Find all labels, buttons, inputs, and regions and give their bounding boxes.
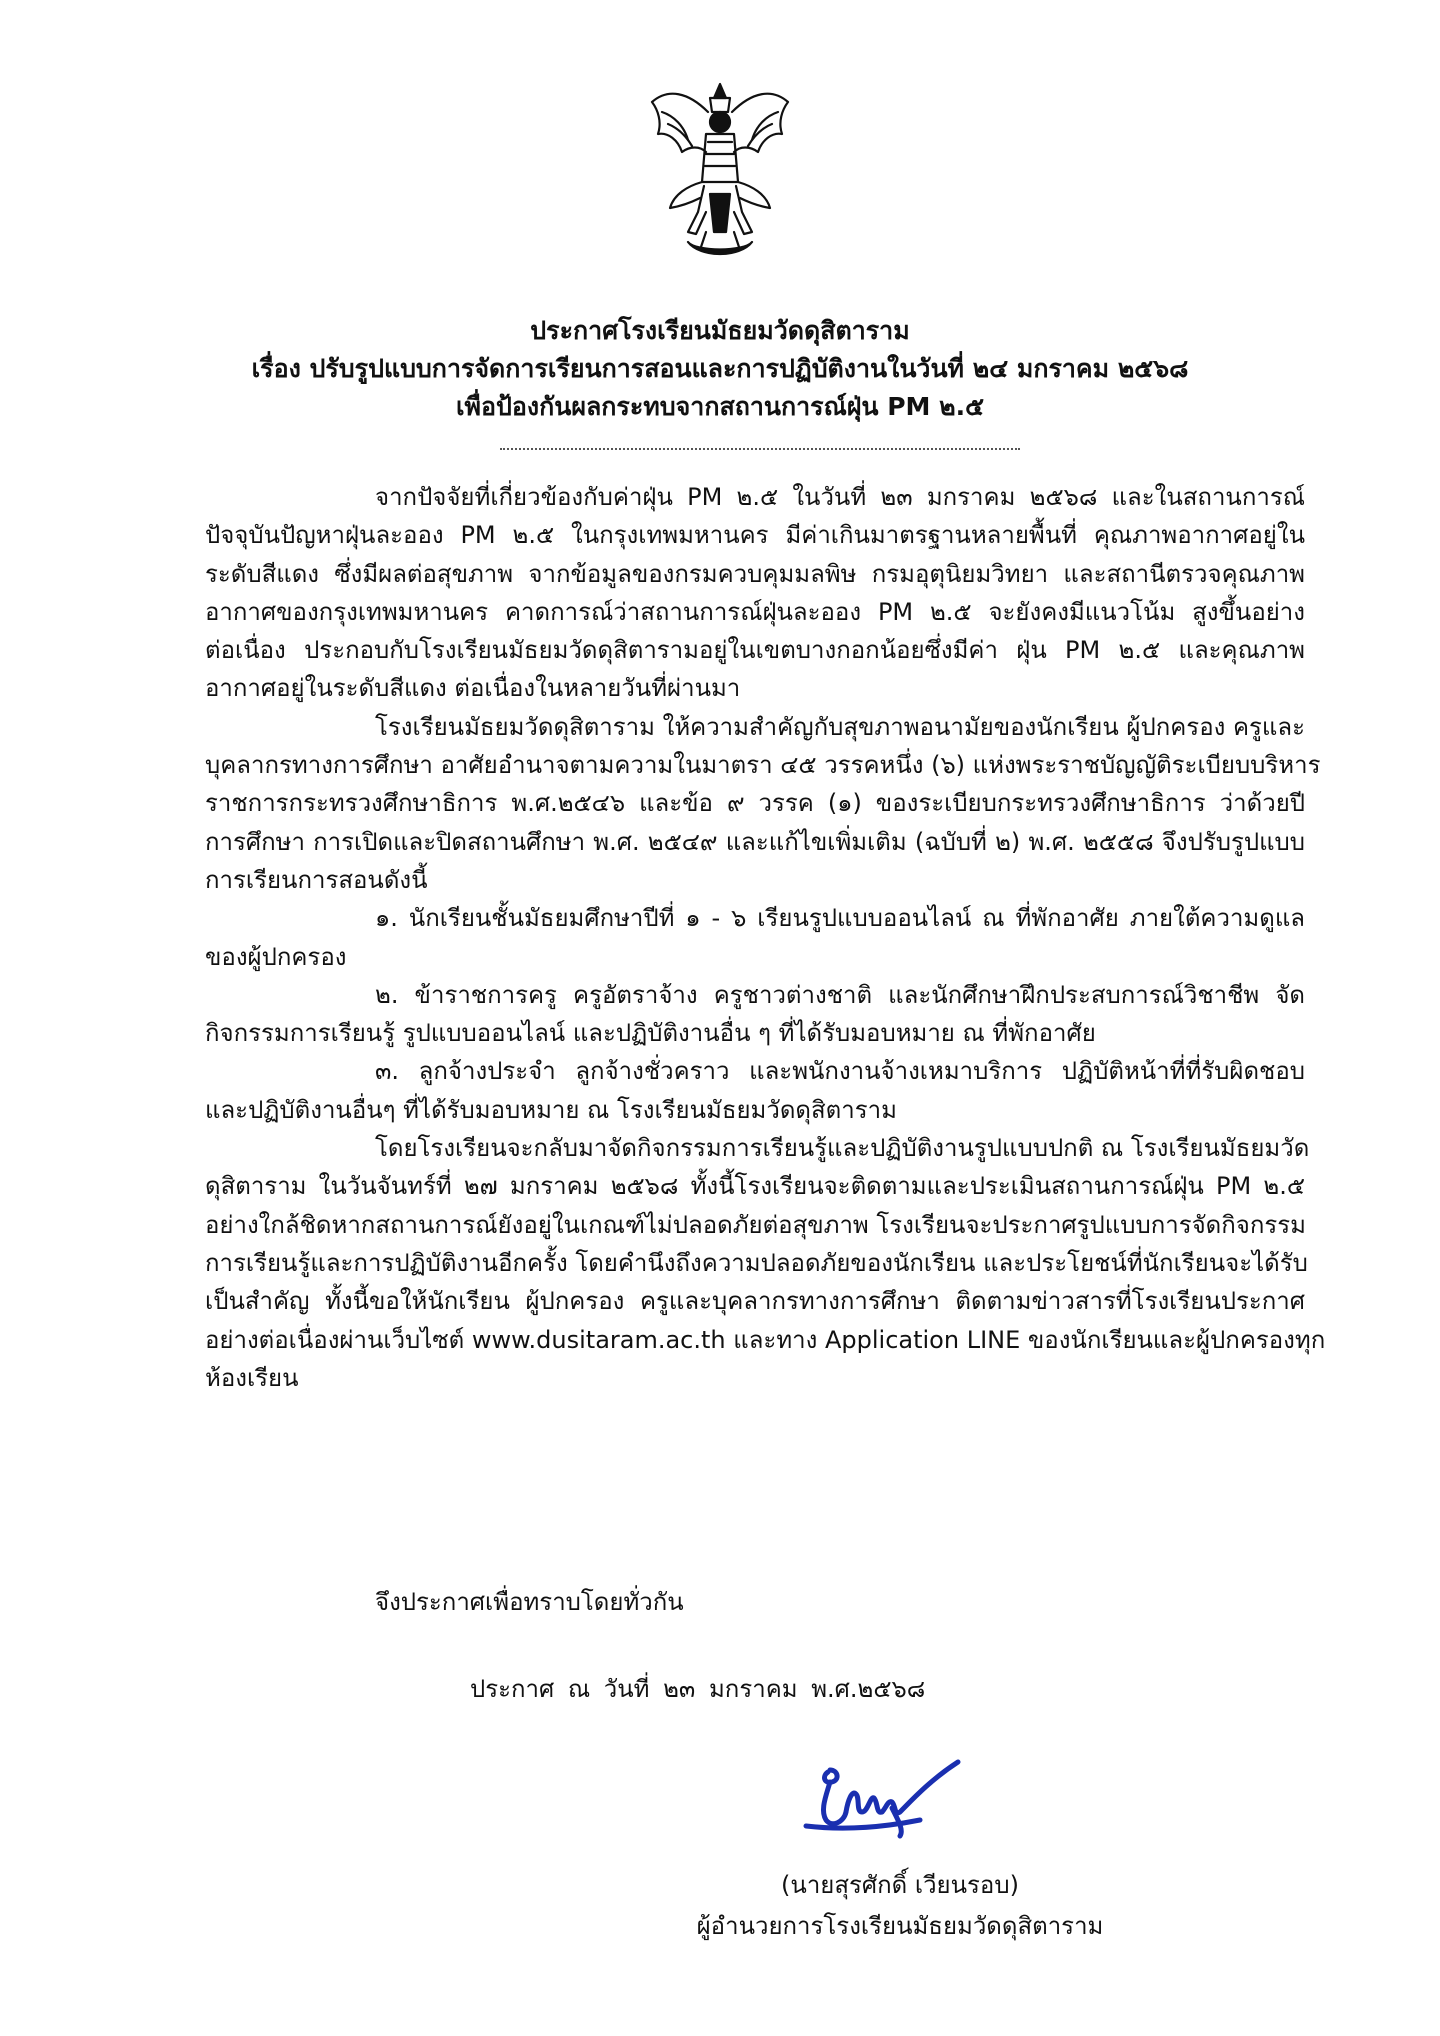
paragraph-item-3 bbox=[205, 1052, 1305, 1129]
body-line: อากาศอยู่ในระดับสีแดง ต่อเนื่องในหลายวันที่ผ่านมา bbox=[205, 674, 741, 703]
body-line: โรงเรียนมัธยมวัดดุสิตาราม ให้ความสำคัญกับสุขภาพอนามัยของนักเรียน ผู้ปกครอง ครูและ bbox=[375, 712, 1305, 741]
body-line: อากาศของกรุงเทพมหานคร คาดการณ์ว่าสถานการณ์ฝุ่นละออง PM ๒.๕ จะยังคงมีแนวโน้ม สูงขึ้นอย่าง bbox=[205, 597, 1305, 626]
body-line: ๑. นักเรียนชั้นมัธยมศึกษาปีที่ ๑ - ๖ เรียนรูปแบบออนไลน์ ณ ที่พักอาศัย ภายใต้ความดูแล bbox=[375, 904, 1305, 933]
body-line: ของผู้ปกครอง bbox=[205, 942, 347, 971]
body-line: กิจกรรมการเรียนรู้ รูปแบบออนไลน์ และปฏิบัติงานอื่น ๆ ที่ได้รับมอบหมาย ณ ที่พักอาศัย bbox=[205, 1019, 1096, 1048]
body-line: การเรียนรู้และการปฏิบัติงานอีกครั้ง โดยคำนึงถึงความปลอดภัยของนักเรียน และประโยชน์ที่นักเรียนจะได้รับ bbox=[205, 1248, 1308, 1277]
body-line: จากปัจจัยที่เกี่ยวข้องกับค่าฝุ่น PM ๒.๕ ในวันที่ ๒๓ มกราคม ๒๕๖๘ และในสถานการณ์ bbox=[375, 483, 1305, 511]
body-line: ปัจจุบันปัญหาฝุ่นละออง PM ๒.๕ ในกรุงเทพมหานคร มีค่าเกินมาตรฐานหลายพื้นที่ คุณภาพอากาศอยู่ใน bbox=[205, 521, 1305, 550]
body-line: เป็นสำคัญ ทั้งนี้ขอให้นักเรียน ผู้ปกครอง ครูและบุคลากรทางการศึกษา ติดตามข่าวสารที่โรงเรียนประกาศ bbox=[205, 1287, 1305, 1316]
body-line: ราชการกระทรวงศึกษาธิการ พ.ศ.๒๕๔๖ และข้อ ๙ วรรค (๑) ของระเบียบกระทรวงศึกษาธิการ ว่าด้วยปี bbox=[205, 789, 1305, 818]
body-line: ห้องเรียน bbox=[205, 1363, 299, 1392]
body-line: และปฏิบัติงานอื่นๆ ที่ได้รับมอบหมาย ณ โรงเรียนมัธยมวัดดุสิตาราม bbox=[205, 1095, 897, 1124]
body-line: ดุสิตาราม ในวันจันทร์ที่ ๒๗ มกราคม ๒๕๖๘ ทั้งนี้โรงเรียนจะติดตามและประเมินสถานการณ์ฝุ่น PM ๒.๕ bbox=[205, 1172, 1305, 1201]
paragraph-resumption bbox=[205, 1129, 1326, 1397]
body-line: โดยโรงเรียนจะกลับมาจัดกิจกรรมการเรียนรู้และปฏิบัติงานรูปแบบปกติ ณ โรงเรียนมัธยมวัด bbox=[375, 1134, 1310, 1163]
body-line: ระดับสีแดง ซึ่งมีผลต่อสุขภาพ จากข้อมูลของกรมควบคุมมลพิษ กรมอุตุนิยมวิทยา และสถานีตรวจคุณภาพ bbox=[205, 559, 1305, 588]
announcement-body bbox=[205, 478, 1326, 1397]
signer-position: ผู้อำนวยการโรงเรียนมัธยมวัดดุสิตาราม bbox=[696, 1912, 1104, 1940]
body-line: การเรียนการสอนดังนี้ bbox=[205, 865, 428, 894]
closing-statement: จึงประกาศเพื่อทราบโดยทั่วกัน bbox=[375, 1588, 684, 1616]
garuda-emblem-icon bbox=[648, 82, 792, 264]
title-purpose-line: เพื่อป้องกันผลกระทบจากสถานการณ์ฝุ่น PM ๒.๕ bbox=[455, 392, 985, 421]
handwritten-signature bbox=[800, 1750, 970, 1840]
body-line: บุคลากรทางการศึกษา อาศัยอำนาจตามความในมาตรา ๔๕ วรรคหนึ่ง (๖) แห่งพระราชบัญญัติระเบียบบริหาร bbox=[205, 751, 1321, 780]
title-school-line: ประกาศโรงเรียนมัธยมวัดดุสิตาราม bbox=[530, 316, 910, 345]
title-subject-line: เรื่อง ปรับรูปแบบการจัดการเรียนการสอนและการปฏิบัติงานในวันที่ ๒๔ มกราคม ๒๕๖๘ bbox=[251, 354, 1189, 383]
paragraph-background bbox=[205, 478, 1305, 708]
signer-name: (นายสุรศักดิ์ เวียนรอบ) bbox=[781, 1871, 1019, 1899]
body-line: การศึกษา การเปิดและปิดสถานศึกษา พ.ศ. ๒๕๔๙ และแก้ไขเพิ่มเติม (ฉบับที่ ๒) พ.ศ. ๒๕๕๘ จึงปรับรูปแบบ bbox=[205, 827, 1306, 856]
paragraph-item-2 bbox=[205, 976, 1305, 1053]
body-line: ต่อเนื่อง ประกอบกับโรงเรียนมัธยมวัดดุสิตารามอยู่ในเขตบางกอกน้อยซึ่งมีค่า ฝุ่น PM ๒.๕ และคุณภาพ bbox=[205, 636, 1305, 665]
body-line: ๒. ข้าราชการครู ครูอัตราจ้าง ครูชาวต่างชาติ และนักศึกษาฝึกประสบการณ์วิชาชีพ จัด bbox=[375, 980, 1305, 1009]
paragraph-authority bbox=[205, 708, 1321, 899]
body-line: อย่างใกล้ชิดหากสถานการณ์ยังอยู่ในเกณฑ์ไม่ปลอดภัยต่อสุขภาพ โรงเรียนจะประกาศรูปแบบการจัดกิจกรรม bbox=[205, 1210, 1306, 1239]
body-line: ๓. ลูกจ้างประจำ ลูกจ้างชั่วคราว และพนักงานจ้างเหมาบริการ ปฏิบัติหน้าที่ที่รับผิดชอบ bbox=[375, 1057, 1305, 1086]
title-divider bbox=[500, 448, 1020, 450]
announcement-title bbox=[150, 312, 1290, 426]
paragraph-item-1 bbox=[205, 899, 1305, 976]
announcement-date: ประกาศ ณ วันที่ ๒๓ มกราคม พ.ศ.๒๕๖๘ bbox=[470, 1675, 926, 1703]
body-line: อย่างต่อเนื่องผ่านเว็บไซต์ www.dusitaram.ac.th และทาง Application LINE ของนักเรียนและผู้ปกครองทุก bbox=[205, 1325, 1326, 1354]
